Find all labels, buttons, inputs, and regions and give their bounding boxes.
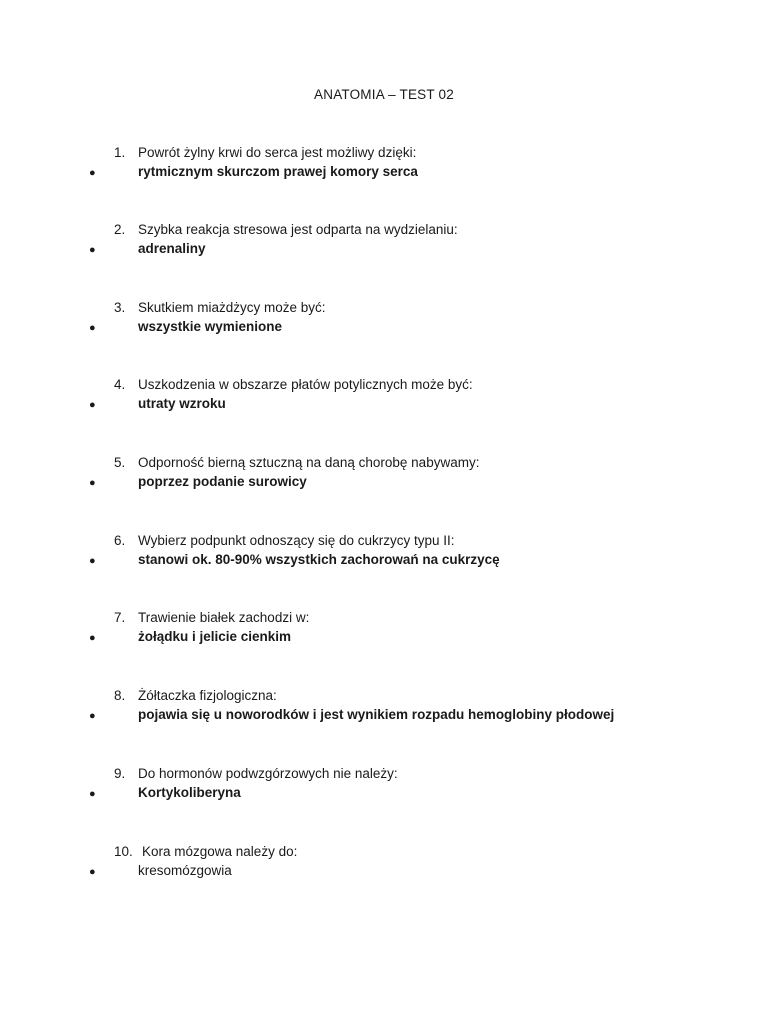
answer-text: Kortykoliberyna [138, 785, 241, 800]
question-item [0, 222, 768, 266]
question-text: Trawienie białek zachodzi w: [138, 610, 310, 625]
bullet-icon: ● [89, 322, 96, 334]
question-item [0, 455, 768, 499]
question-text: Wybierz podpunkt odnoszący się do cukrzycy typu II: [138, 533, 455, 548]
answer-text: stanowi ok. 80-90% wszystkich zachorowań na cukrzycę [138, 552, 500, 567]
bullet-icon: ● [89, 244, 96, 256]
question-item [0, 688, 768, 732]
question-number: 9. [114, 766, 126, 781]
page-title: ANATOMIA – TEST 02 [314, 87, 454, 102]
question-text: Skutkiem miażdżycy może być: [138, 300, 326, 315]
bullet-icon: ● [89, 477, 96, 489]
bullet-icon: ● [89, 167, 96, 179]
question-number: 1. [114, 145, 126, 160]
question-text: Żółtaczka fizjologiczna: [138, 688, 277, 703]
bullet-icon: ● [89, 710, 96, 722]
bullet-icon: ● [89, 866, 96, 878]
question-number: 5. [114, 455, 126, 470]
answer-text: wszystkie wymienione [138, 319, 283, 334]
question-item [0, 844, 768, 888]
bullet-icon: ● [89, 399, 96, 411]
question-number: 8. [114, 688, 126, 703]
question-number: 4. [114, 377, 126, 392]
question-item [0, 533, 768, 577]
question-number: 6. [114, 533, 126, 548]
question-text: Do hormonów podwzgórzowych nie należy: [138, 766, 398, 781]
question-text: Kora mózgowa należy do: [142, 844, 298, 859]
answer-text: rytmicznym skurczom prawej komory serca [138, 164, 418, 179]
question-number: 3. [114, 300, 126, 315]
bullet-icon: ● [89, 555, 96, 567]
question-item [0, 300, 768, 344]
question-text: Szybka reakcja stresowa jest odparta na wydzielaniu: [138, 222, 458, 237]
question-item [0, 766, 768, 810]
question-text: Uszkodzenia w obszarze płatów potylicznych może być: [138, 377, 473, 392]
question-item [0, 610, 768, 654]
answer-text: pojawia się u noworodków i jest wynikiem rozpadu hemoglobiny płodowej [138, 707, 615, 722]
answer-text: żołądku i jelicie cienkim [138, 629, 292, 644]
answer-text: utraty wzroku [138, 396, 226, 411]
question-number: 7. [114, 610, 126, 625]
question-item [0, 145, 768, 189]
question-number: 2. [114, 222, 126, 237]
answer-text: poprzez podanie surowicy [138, 474, 307, 489]
answer-text: adrenaliny [138, 241, 206, 256]
bullet-icon: ● [89, 632, 96, 644]
answer-text: kresomózgowia [138, 863, 232, 878]
question-number: 10. [114, 844, 133, 859]
question-text: Powrót żylny krwi do serca jest możliwy dzięki: [138, 145, 417, 160]
question-text: Odporność bierną sztuczną na daną chorobę nabywamy: [138, 455, 480, 470]
bullet-icon: ● [89, 788, 96, 800]
question-item [0, 377, 768, 421]
